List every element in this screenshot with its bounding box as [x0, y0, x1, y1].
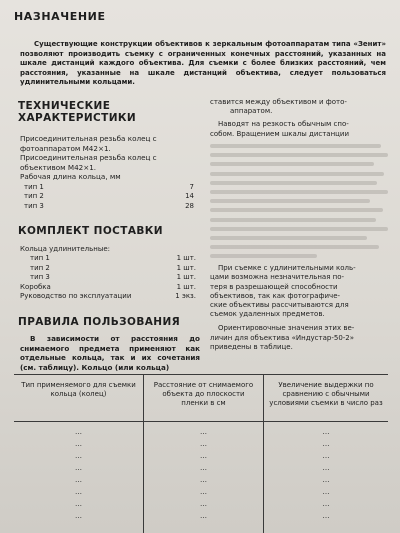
table-cell: …	[200, 488, 207, 496]
kit-row	[20, 292, 196, 301]
kit-row	[20, 264, 196, 273]
thread-lens-line2: объективом М42×1.	[20, 162, 97, 172]
right-para-3-line: цами возможна незначительная по-	[210, 273, 345, 282]
right-para-4-line: приведены в таблице.	[210, 342, 293, 351]
table-header-distance: Расстояние от снимаемого объекта до плоскости пленки в см	[144, 375, 264, 421]
kit-item-qty: 1 шт.	[176, 263, 196, 272]
right-para-2-line: собом. Вращением шкалы дистанции	[210, 129, 350, 138]
rules-text: В зависимости от расстояния до снимаемого предмета применяют как отдельные кольца, так и их сочетания (см. таблицу). Кольцо (или кольца)	[20, 334, 200, 372]
kit-item-label: тип 2	[30, 263, 50, 272]
table-cell: …	[200, 512, 207, 520]
table-cell: …	[200, 464, 207, 472]
illegible-line	[210, 144, 381, 148]
illegible-line	[210, 181, 377, 185]
table-cell: …	[322, 476, 330, 484]
table-cell: …	[75, 488, 82, 496]
kit-item-label: тип 3	[30, 273, 50, 282]
right-para-1	[210, 98, 388, 116]
right-para-2	[210, 120, 388, 138]
ring-length-value: 14	[185, 192, 194, 201]
right-para-3-line: теря в разрешающей способности	[210, 282, 338, 291]
table-cell: …	[200, 452, 207, 460]
kit-row	[20, 283, 196, 292]
kit-list	[20, 245, 196, 301]
kit-item-label: Коробка	[20, 282, 51, 291]
table-cell: …	[322, 500, 330, 508]
table-column-ring-type	[14, 422, 144, 533]
ring-type-label: тип 3	[24, 201, 44, 210]
purpose-text: Существующие конструкции объективов к зеркальным фотоаппаратам типа «Зенит» позволяют производить съемку с ограниченных конечных расстояний, указанных на шкале дистанций каждого объектива. Для съемки с более близких расстояний, чем расстояния, указанные на шкале дистанций объектива, следует пользоваться удлинительными кольцами.	[20, 40, 386, 87]
kit-rings-label: Кольца удлинительные:	[20, 245, 111, 253]
kit-heading: КОМПЛЕКТ ПОСТАВКИ	[18, 225, 163, 237]
illegible-line	[210, 199, 370, 203]
right-para-3	[210, 264, 388, 319]
table-cell: …	[322, 464, 330, 472]
right-para-3-line: съемок удаленных предметов.	[210, 310, 325, 319]
specs-heading-line2: ХАРАКТЕРИСТИКИ	[18, 112, 137, 124]
specs-heading	[18, 100, 136, 124]
ring-length-row	[24, 202, 194, 211]
kit-item-label: Руководство по эксплуатации	[20, 292, 132, 301]
right-para-4-line: личин для объектива «Индустар-50-2»	[210, 333, 355, 342]
thread-lens-line1: Присоединительная резьба колец с	[20, 153, 157, 163]
illegible-line	[210, 162, 374, 166]
illegible-text-block	[210, 144, 388, 258]
table-cell: …	[322, 440, 330, 448]
table-cell: …	[75, 428, 82, 436]
right-para-3-line: ские объективы рассчитываются для	[210, 301, 349, 310]
illegible-line	[210, 227, 388, 231]
illegible-line	[210, 236, 367, 240]
kit-item-qty: 1 шт.	[176, 282, 196, 291]
right-para-2-line: Наводят на резкость обычным спо-	[218, 120, 349, 129]
kit-row	[20, 254, 196, 263]
table-cell: …	[200, 428, 207, 436]
kit-row	[20, 273, 196, 282]
table-cell: …	[322, 428, 330, 436]
right-column	[210, 98, 388, 352]
ring-length-row	[24, 192, 194, 201]
table-cell: …	[322, 452, 330, 460]
right-para-1-line: аппаратом.	[230, 107, 273, 116]
ring-type-label: тип 1	[24, 183, 44, 191]
table-cell: …	[75, 440, 82, 448]
table-cell: …	[200, 476, 207, 484]
working-length-label: Рабочая длина кольца, мм	[20, 172, 121, 182]
thread-camera-line2: фотоаппаратом М42×1.	[20, 143, 111, 153]
table-column-exposure	[264, 422, 388, 533]
right-para-3-line: объективов, так как фотографиче-	[210, 291, 341, 300]
table-cell: …	[75, 464, 82, 472]
table-body	[14, 422, 388, 533]
table-cell: …	[200, 440, 207, 448]
table-cell: …	[322, 512, 330, 520]
ring-length-list	[24, 183, 194, 211]
kit-item-qty: 1 шт.	[176, 273, 196, 282]
thread-camera-line1: Присоединительная резьба колец с	[20, 134, 157, 143]
rules-heading: ПРАВИЛА ПОЛЬЗОВАНИЯ	[18, 316, 181, 328]
right-para-1-line: ставится между объективом и фото-	[210, 98, 347, 106]
right-para-4	[210, 324, 388, 352]
specs-heading-line1: ТЕХНИЧЕСКИЕ	[18, 100, 111, 112]
table-cell: …	[75, 476, 82, 484]
right-para-4-line: Ориентировочные значения этих ве-	[218, 324, 355, 333]
ring-length-value: 7	[189, 183, 194, 191]
exposure-table	[14, 374, 388, 533]
illegible-line	[210, 218, 376, 222]
purpose-heading: НАЗНАЧЕНИЕ	[14, 10, 106, 23]
table-header-ring-type: Тип применяемого для съемки кольца (колец)	[14, 375, 144, 421]
illegible-line	[210, 172, 384, 176]
table-header-row	[14, 375, 388, 422]
table-cell: …	[200, 500, 207, 508]
ring-type-label: тип 2	[24, 192, 44, 201]
table-cell: …	[75, 452, 82, 460]
kit-item-label: тип 1	[30, 254, 50, 263]
table-cell: …	[322, 488, 330, 496]
ring-length-row	[24, 183, 194, 192]
table-column-distance	[144, 422, 264, 533]
illegible-line	[210, 245, 379, 249]
table-cell: …	[75, 512, 82, 520]
illegible-line	[210, 254, 317, 258]
ring-length-value: 28	[185, 201, 194, 210]
right-para-3-line: При съемке с удлинительными коль-	[218, 264, 356, 273]
thread-specs	[20, 134, 200, 182]
kit-item-qty: 1 шт.	[176, 254, 196, 263]
illegible-line	[210, 208, 383, 212]
illegible-line	[210, 190, 388, 194]
table-header-exposure: Увеличение выдержки по сравнению с обычными условиями съемки в число раз	[269, 381, 383, 407]
kit-item-qty: 1 экз.	[175, 292, 196, 301]
table-cell: …	[75, 500, 82, 508]
illegible-line	[210, 153, 388, 157]
